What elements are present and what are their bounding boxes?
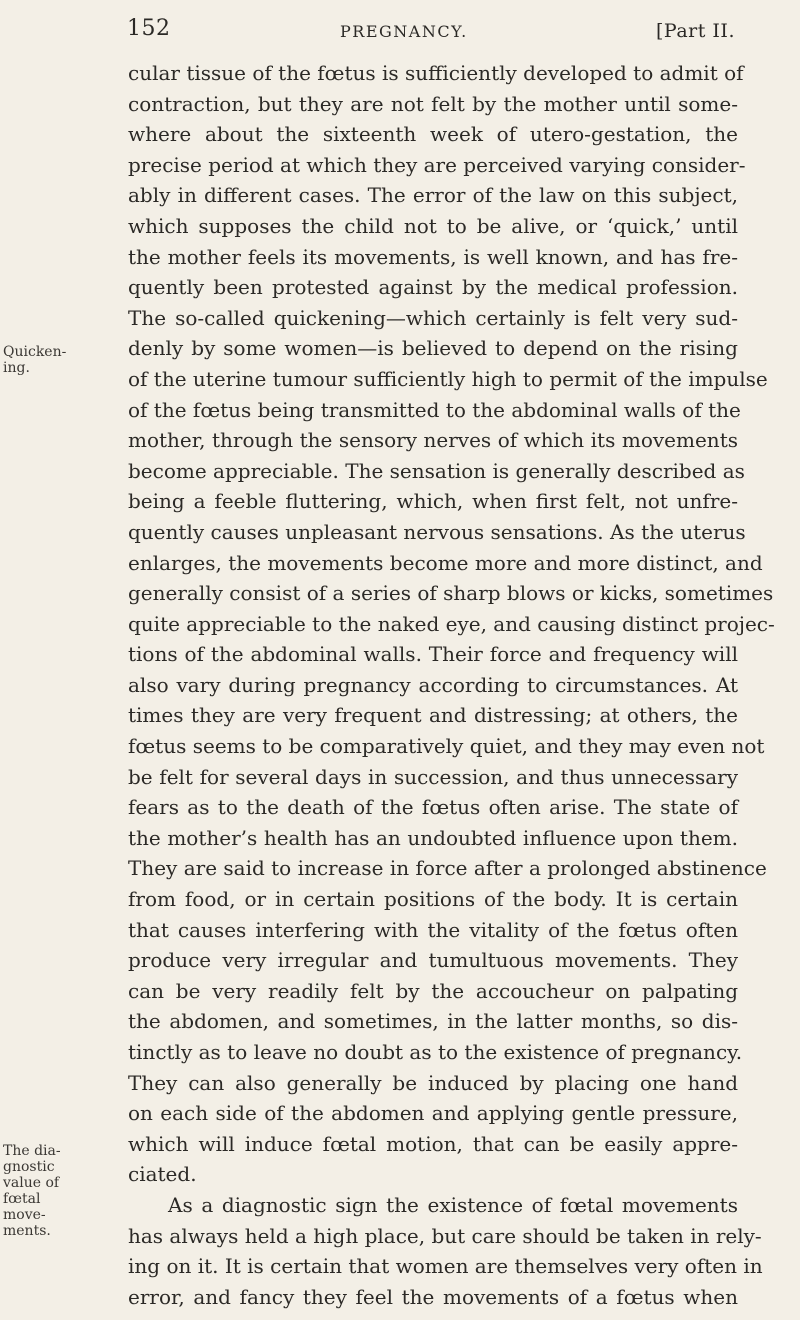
- text-line: contraction, but they are not felt by the mother until some-: [128, 91, 738, 116]
- text-line: cular tissue of the fœtus is sufficiently developed to admit of: [128, 61, 744, 85]
- text-line: ciated.: [128, 1162, 197, 1187]
- text-line: can be very readily felt by the accoucheur on palpating: [128, 978, 738, 1003]
- running-title: PREGNANCY.: [340, 22, 468, 41]
- text-line: They can also generally be induced by placing one hand: [128, 1070, 738, 1095]
- margin-note-line: gnostic: [3, 1159, 55, 1175]
- part-label: [Part II.: [656, 20, 735, 42]
- body-text: [128, 58, 775, 1312]
- text-line: of the uterine tumour sufficiently high to permit of the impulse: [128, 366, 768, 391]
- text-line: denly by some women—is believed to depend on the rising: [128, 336, 738, 361]
- text-line: error, and fancy they feel the movements of a fœtus when: [128, 1284, 738, 1309]
- text-line: As a diagnostic sign the existence of fœtal movements: [168, 1192, 738, 1217]
- margin-note-quickening: [3, 344, 98, 376]
- page-number: 152: [127, 16, 171, 41]
- margin-note-line: fœtal: [3, 1191, 41, 1207]
- text-line: which will induce fœtal motion, that can be easily appre-: [128, 1131, 738, 1156]
- text-line: quently causes unpleasant nervous sensations. As the uterus: [128, 519, 746, 544]
- text-line: produce very irregular and tumultuous movements. They: [128, 948, 738, 973]
- text-line: fears as to the death of the fœtus often arise. The state of: [128, 795, 738, 820]
- margin-note-line: move-: [3, 1207, 46, 1223]
- text-line: that causes interfering with the vitality of the fœtus often: [128, 917, 738, 942]
- text-line: The so-called quickening—which certainly is felt very sud-: [128, 305, 738, 330]
- text-line: enlarges, the movements become more and more distinct, and: [128, 550, 763, 575]
- text-line: which supposes the child not to be alive, or ‘quick,’ until: [128, 213, 738, 238]
- text-line: be felt for several days in succession, and thus unnecessary: [128, 764, 738, 789]
- margin-note-line: The dia-: [3, 1143, 61, 1159]
- text-line: the mother feels its movements, is well known, and has fre-: [128, 244, 738, 269]
- text-line: fœtus seems to be comparatively quiet, and they may even not: [128, 734, 765, 759]
- text-line: of the fœtus being transmitted to the abdominal walls of the: [128, 397, 741, 422]
- text-line: being a feeble fluttering, which, when first felt, not unfre-: [128, 489, 738, 514]
- text-line: ing on it. It is certain that women are themselves very often in: [128, 1254, 763, 1279]
- text-line: where about the sixteenth week of utero-gestation, the: [128, 122, 738, 147]
- text-line: also vary during pregnancy according to circumstances. At: [128, 672, 738, 697]
- margin-note-line: ments.: [3, 1223, 51, 1239]
- text-line: quite appreciable to the naked eye, and causing distinct projec-: [128, 611, 775, 636]
- margin-note-line: value of: [3, 1175, 60, 1191]
- text-line: quently been protested against by the medical profession.: [128, 275, 738, 300]
- margin-note-line: ing.: [3, 360, 30, 376]
- text-line: times they are very frequent and distressing; at others, the: [128, 703, 738, 728]
- text-line: They are said to increase in force after a prolonged abstinence: [128, 856, 767, 881]
- text-line: has always held a high place, but care should be taken in rely-: [128, 1223, 762, 1248]
- text-line: the abdomen, and sometimes, in the latter months, so dis-: [128, 1009, 738, 1034]
- page-header: [0, 12, 800, 48]
- text-line: on each side of the abdomen and applying gentle pressure,: [128, 1101, 738, 1126]
- text-line: from food, or in certain positions of the body. It is certain: [128, 887, 738, 912]
- text-line: generally consist of a series of sharp blows or kicks, sometimes: [128, 581, 774, 606]
- text-line: precise period at which they are perceived varying consider-: [128, 152, 746, 177]
- text-line: tions of the abdominal walls. Their force and frequency will: [128, 642, 738, 667]
- text-line: the mother’s health has an undoubted influence upon them.: [128, 825, 738, 850]
- margin-note-line: Quicken-: [3, 344, 67, 360]
- text-line: tinctly as to leave no doubt as to the existence of pregnancy.: [128, 1040, 743, 1064]
- text-line: ably in different cases. The error of the law on this subject,: [128, 183, 738, 208]
- text-line: mother, through the sensory nerves of which its movements: [128, 428, 738, 453]
- text-line: become appreciable. The sensation is generally described as: [128, 458, 745, 483]
- margin-note-diagnostic-value: [3, 1143, 98, 1239]
